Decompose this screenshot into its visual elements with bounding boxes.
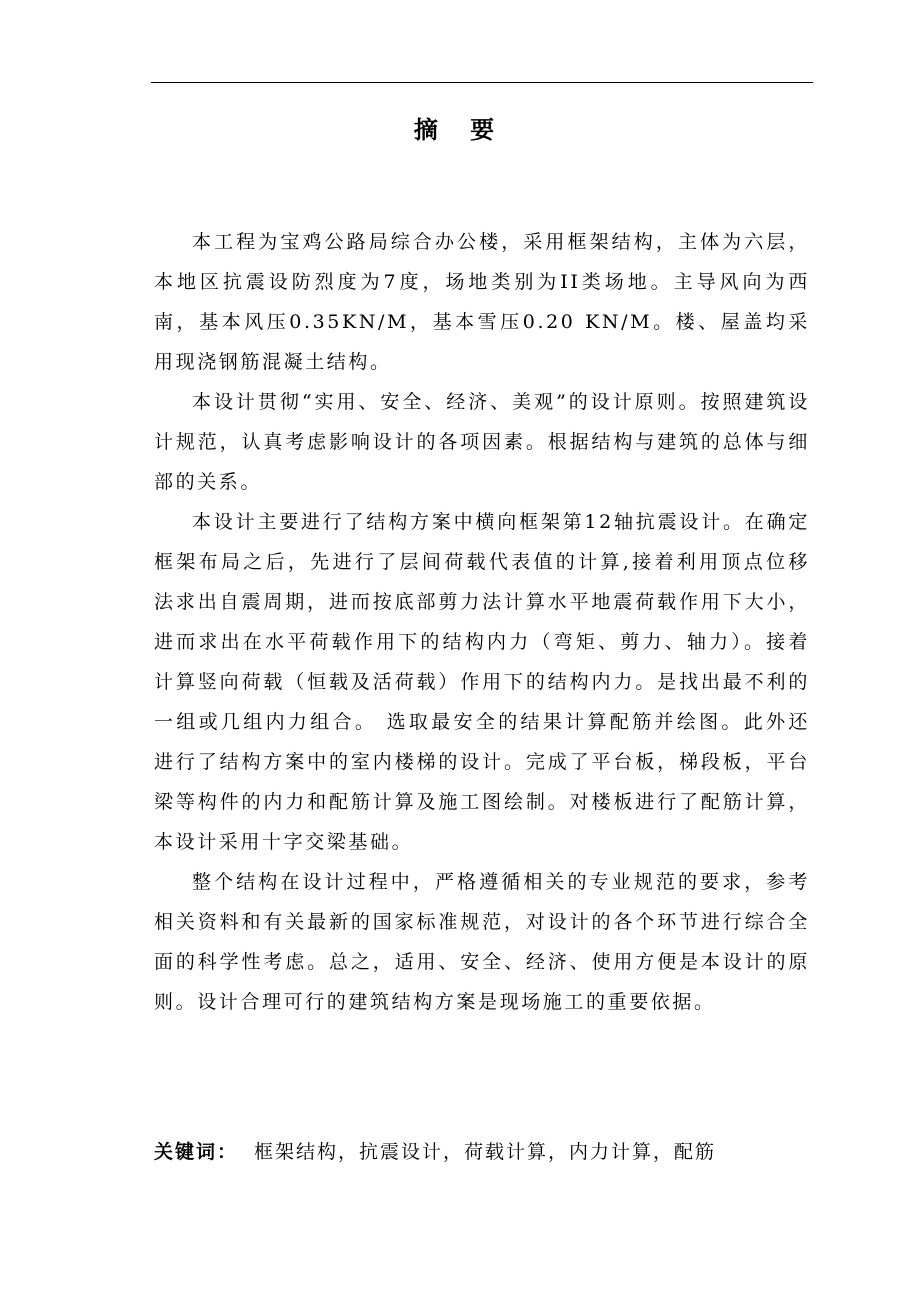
page-title: 摘 要 xyxy=(413,116,507,144)
keywords-line xyxy=(154,1134,810,1170)
abstract-paragraph-4: 整个结构在设计过程中，严格遵循相关的专业规范的要求，参考相关资料和有关最新的国家标准规范，对设计的各个环节进行综合全面的科学性考虑。总之，适用、安全、经济、使用方便是本设计的原则。设计合理可行的建筑结构方案是现场施工的重要依据。 xyxy=(154,871,810,1013)
abstract-paragraph-1: 本工程为宝鸡公路局综合办公楼，采用框架结构，主体为六层，本地区抗震设防烈度为7度，场地类别为II类场地。主导风向为西南，基本风压0.35KN/M，基本雪压0.20 KN/M。楼、屋盖均采用现浇钢筋混凝土结构。 xyxy=(154,231,810,373)
header-rule xyxy=(151,82,813,83)
keywords-label: 关键词： xyxy=(154,1141,239,1163)
abstract-paragraph-3: 本设计主要进行了结构方案中横向框架第12轴抗震设计。在确定框架布局之后，先进行了层间荷载代表值的计算,接着利用顶点位移法求出自震周期，进而按底部剪力法计算水平地震荷载作用下大小，进而求出在水平荷载作用下的结构内力（弯矩、剪力、轴力）。接着计算竖向荷载（恒载及活荷载）作用下的结构内力。是找出最不利的一组或几组内力组合。 选取最安全的结果计算配筋并绘图。此外还进行了结构方案中的室内楼梯的设计。完成了平台板，梯段板，平台梁等构件的内力和配筋计算及施工图绘制。对楼板进行了配筋计算，本设计采用十字交梁基础。 xyxy=(154,511,810,853)
abstract-paragraph-2: 本设计贯彻“实用、安全、经济、美观”的设计原则。按照建筑设计规范，认真考虑影响设计的各项因素。根据结构与建筑的总体与细部的关系。 xyxy=(154,391,810,493)
abstract-body xyxy=(154,222,810,1022)
keywords-text: 框架结构，抗震设计，荷载计算，内力计算，配筋 xyxy=(254,1141,717,1163)
